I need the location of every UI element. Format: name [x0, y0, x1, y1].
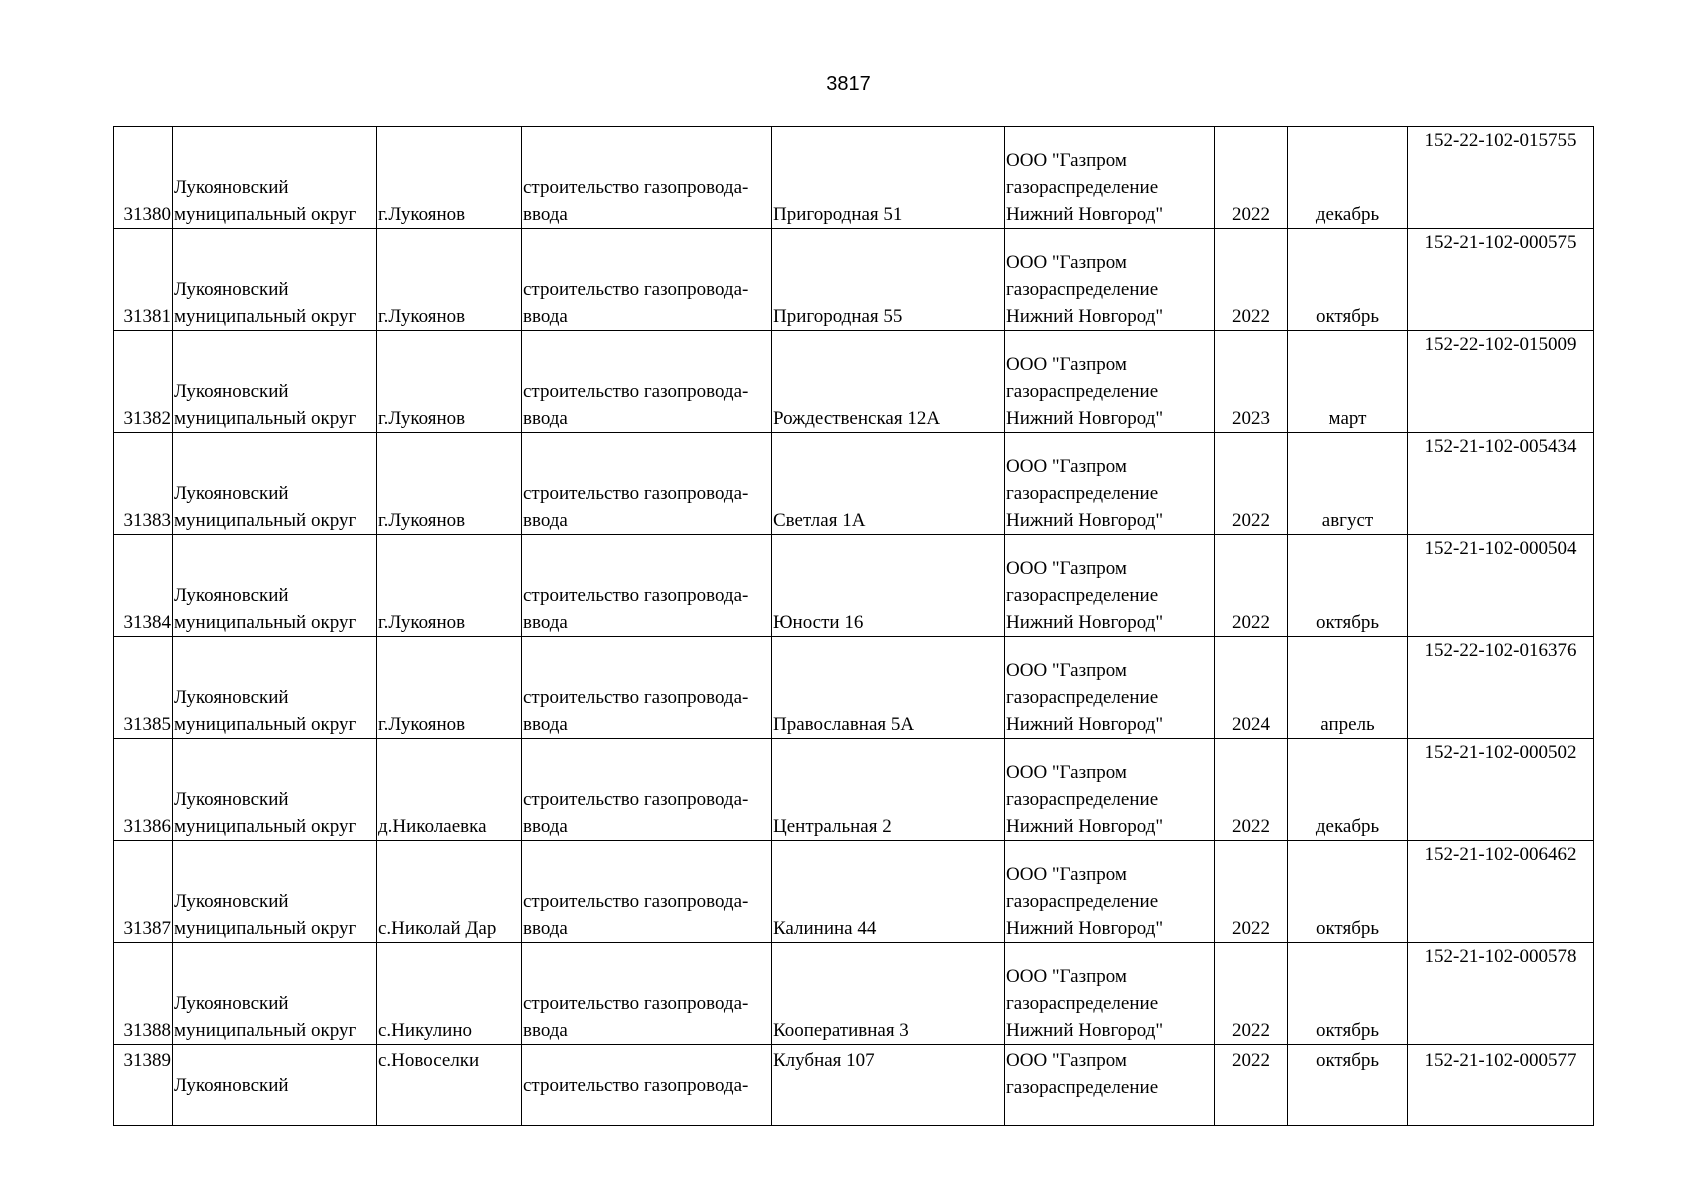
district-cell: Лукояновский муниципальный округ: [173, 331, 377, 433]
address-cell: Пригородная 51: [772, 127, 1005, 229]
district-cell: Лукояновский муниципальный округ: [173, 637, 377, 739]
work-type-cell: строительство газопровода- ввода: [522, 229, 772, 331]
row-number: 31383: [114, 433, 173, 535]
organization-cell: ООО "Газпром газораспределение Нижний Новгород": [1005, 127, 1215, 229]
table-row: [114, 127, 1594, 229]
year-cell: 2022: [1215, 943, 1288, 1045]
table-row: [114, 637, 1594, 739]
page-number: 3817: [826, 73, 871, 95]
locality-cell: г.Лукоянов: [377, 229, 522, 331]
row-number: 31382: [114, 331, 173, 433]
locality-cell: г.Лукоянов: [377, 535, 522, 637]
locality-cell: с.Никулино: [377, 943, 522, 1045]
address-cell: Пригородная 55: [772, 229, 1005, 331]
address-cell: Православная 5А: [772, 637, 1005, 739]
month-cell: декабрь: [1288, 739, 1408, 841]
organization-cell: ООО "Газпром газораспределение Нижний Новгород": [1005, 637, 1215, 739]
work-type-cell: строительство газопровода- ввода: [522, 535, 772, 637]
year-cell: 2022: [1215, 739, 1288, 841]
row-number: 31380: [114, 127, 173, 229]
month-cell: октябрь: [1288, 229, 1408, 331]
organization-cell: ООО "Газпром газораспределение: [1005, 1045, 1215, 1126]
year-cell: 2022: [1215, 1045, 1288, 1126]
year-cell: 2022: [1215, 535, 1288, 637]
table-row: [114, 433, 1594, 535]
year-cell: 2024: [1215, 637, 1288, 739]
year-cell: 2022: [1215, 127, 1288, 229]
code-cell: 152-22-102-015755: [1408, 127, 1594, 229]
address-cell: Центральная 2: [772, 739, 1005, 841]
row-number: 31384: [114, 535, 173, 637]
table-row: [114, 229, 1594, 331]
district-cell: Лукояновский муниципальный округ: [173, 739, 377, 841]
table-row-partial: [114, 1045, 1594, 1126]
district-cell: Лукояновский муниципальный округ: [173, 127, 377, 229]
month-cell: апрель: [1288, 637, 1408, 739]
district-cell: Лукояновский муниципальный округ: [173, 535, 377, 637]
code-cell: 152-21-102-000502: [1408, 739, 1594, 841]
row-number: 31387: [114, 841, 173, 943]
organization-cell: ООО "Газпром газораспределение Нижний Новгород": [1005, 739, 1215, 841]
row-number: 31389: [114, 1045, 173, 1126]
address-cell: Клубная 107: [772, 1045, 1005, 1126]
district-cell: Лукояновский муниципальный округ: [173, 943, 377, 1045]
code-cell: 152-21-102-005434: [1408, 433, 1594, 535]
code-cell: 152-21-102-000578: [1408, 943, 1594, 1045]
locality-cell: г.Лукоянов: [377, 331, 522, 433]
district-cell: Лукояновский муниципальный округ: [173, 841, 377, 943]
locality-cell: с.Новоселки: [377, 1045, 522, 1126]
code-cell: 152-21-102-006462: [1408, 841, 1594, 943]
district-cell: Лукояновский муниципальный округ: [173, 229, 377, 331]
address-cell: Юности 16: [772, 535, 1005, 637]
code-cell: 152-21-102-000577: [1408, 1045, 1594, 1126]
work-type-cell: строительство газопровода- ввода: [522, 433, 772, 535]
organization-cell: ООО "Газпром газораспределение Нижний Новгород": [1005, 229, 1215, 331]
table-body: [114, 127, 1594, 1126]
table-row: [114, 841, 1594, 943]
year-cell: 2022: [1215, 841, 1288, 943]
organization-cell: ООО "Газпром газораспределение Нижний Новгород": [1005, 943, 1215, 1045]
table-row: [114, 331, 1594, 433]
year-cell: 2022: [1215, 433, 1288, 535]
work-type-cell: строительство газопровода- ввода: [522, 739, 772, 841]
locality-cell: г.Лукоянов: [377, 433, 522, 535]
organization-cell: ООО "Газпром газораспределение Нижний Новгород": [1005, 841, 1215, 943]
month-cell: октябрь: [1288, 1045, 1408, 1126]
work-type-cell: строительство газопровода- ввода: [522, 943, 772, 1045]
organization-cell: ООО "Газпром газораспределение Нижний Новгород": [1005, 433, 1215, 535]
address-cell: Светлая 1А: [772, 433, 1005, 535]
table-row: [114, 943, 1594, 1045]
month-cell: август: [1288, 433, 1408, 535]
month-cell: декабрь: [1288, 127, 1408, 229]
row-number: 31385: [114, 637, 173, 739]
work-type-cell: строительство газопровода- ввода: [522, 127, 772, 229]
work-type-cell: строительство газопровода- ввода: [522, 841, 772, 943]
address-cell: Рождественская 12А: [772, 331, 1005, 433]
month-cell: октябрь: [1288, 841, 1408, 943]
year-cell: 2022: [1215, 229, 1288, 331]
work-type-cell: строительство газопровода- ввода: [522, 331, 772, 433]
table-row: [114, 739, 1594, 841]
month-cell: октябрь: [1288, 535, 1408, 637]
row-number: 31381: [114, 229, 173, 331]
gas-pipeline-register-table: [113, 126, 1594, 1126]
locality-cell: с.Николай Дар: [377, 841, 522, 943]
month-cell: октябрь: [1288, 943, 1408, 1045]
organization-cell: ООО "Газпром газораспределение Нижний Новгород": [1005, 331, 1215, 433]
district-cell: Лукояновский муниципальный округ: [173, 433, 377, 535]
locality-cell: д.Николаевка: [377, 739, 522, 841]
work-type-cell: строительство газопровода- ввода: [522, 637, 772, 739]
locality-cell: г.Лукоянов: [377, 637, 522, 739]
code-cell: 152-21-102-000504: [1408, 535, 1594, 637]
organization-cell: ООО "Газпром газораспределение Нижний Новгород": [1005, 535, 1215, 637]
address-cell: Калинина 44: [772, 841, 1005, 943]
code-cell: 152-21-102-000575: [1408, 229, 1594, 331]
row-number: 31386: [114, 739, 173, 841]
month-cell: март: [1288, 331, 1408, 433]
year-cell: 2023: [1215, 331, 1288, 433]
work-type-cell: строительство газопровода-: [522, 1045, 772, 1126]
code-cell: 152-22-102-015009: [1408, 331, 1594, 433]
row-number: 31388: [114, 943, 173, 1045]
locality-cell: г.Лукоянов: [377, 127, 522, 229]
address-cell: Кооперативная 3: [772, 943, 1005, 1045]
district-cell: Лукояновский: [173, 1045, 377, 1126]
code-cell: 152-22-102-016376: [1408, 637, 1594, 739]
table-row: [114, 535, 1594, 637]
